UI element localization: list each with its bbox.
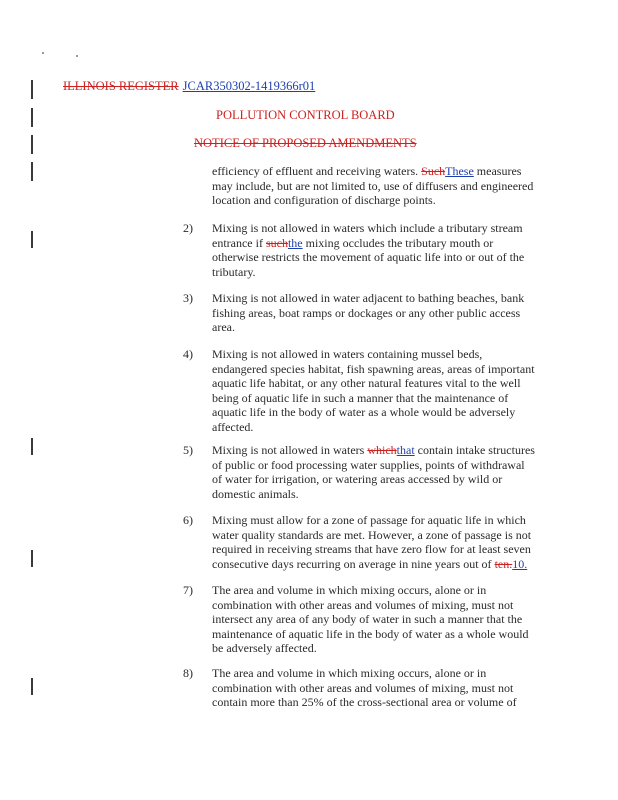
text-line: aquatic life habitat, or any other natural features vital to the well [212, 376, 521, 390]
item-paragraph [212, 443, 542, 501]
notice-title: NOTICE OF PROPOSED AMENDMENTS [194, 136, 417, 150]
item-paragraph [212, 583, 542, 656]
text-line: Mixing is not allowed in waters whichthat contain intake structures [212, 443, 535, 457]
register-inserted-text: JCAR350302-1419366r01 [182, 79, 316, 93]
scan-speck [76, 55, 78, 57]
text-line: intersect any area of any body of water in such a manner that the [212, 612, 523, 626]
text-line: of water for irrigation, or watering areas accessed by wild or [212, 472, 503, 486]
text-line: entrance if suchthe mixing occludes the tributary mouth or [212, 235, 494, 250]
text-line: The area and volume in which mixing occurs, alone or in [212, 666, 487, 680]
text-line: Mixing is not allowed in waters which include a tributary stream [212, 221, 523, 235]
text-line: combination with other areas and volumes of mixing, must not [212, 597, 514, 612]
text-line: area. [212, 320, 235, 334]
continuation-paragraph [212, 164, 542, 208]
item-paragraph [212, 347, 542, 434]
text-line: be adversely affected. [212, 641, 317, 655]
text-line: fishing areas, boat ramps or dockages or any other public access [212, 305, 521, 320]
item-paragraph [212, 291, 542, 335]
item-paragraph [212, 221, 542, 279]
board-title: POLLUTION CONTROL BOARD [216, 108, 395, 122]
deleted-text: such [265, 235, 288, 250]
item-number: 3) [183, 291, 193, 305]
text-line: location and configuration of discharge points. [212, 193, 436, 207]
change-bar [31, 678, 33, 695]
text-line: combination with other areas and volumes of mixing, must not [212, 680, 514, 695]
text-line: may include, but are not limited to, use of diffusers and engineered [212, 178, 534, 193]
text-line: required in receiving streams that have zero flow for at least seven [212, 542, 531, 556]
text-line: being of aquatic life in such a manner that the maintenance of [212, 390, 509, 405]
inserted-text: These [445, 164, 474, 178]
text-line: aquatic life in the body of water as a whole would be adversely [212, 405, 516, 419]
text-line: contain more than 25% of the cross-sectional area or volume of [212, 695, 517, 709]
text-line: Mixing must allow for a zone of passage for aquatic life in which [212, 513, 526, 527]
deleted-text: which [367, 443, 397, 457]
inserted-text: 10. [512, 556, 528, 571]
text-line: water quality standards are met. However, a zone of passage is not [212, 527, 532, 542]
item-number: 2) [183, 221, 193, 235]
change-bar [31, 231, 33, 248]
inserted-text: the [287, 235, 303, 250]
text-line: of public or food processing water supplies, points of withdrawal [212, 457, 525, 472]
item-paragraph [212, 666, 542, 710]
change-bar [31, 135, 33, 154]
text-line: affected. [212, 419, 254, 434]
text-line: tributary. [212, 264, 256, 279]
inserted-text: that [396, 443, 415, 457]
text-line: maintenance of aquatic life in the body of water as a whole would [212, 626, 529, 641]
text-line: endangered species habitat, fish spawning areas, areas of important [212, 361, 535, 376]
change-bar [31, 108, 33, 127]
text-line: consecutive days recurring on average in nine years out of ten.10. [212, 556, 528, 571]
scan-speck [42, 52, 44, 54]
text-line: Mixing is not allowed in waters containing mussel beds, [212, 347, 483, 361]
register-deleted-text: ILLINOIS REGISTER [63, 79, 179, 93]
item-number: 7) [183, 583, 193, 597]
item-number: 4) [183, 347, 193, 361]
change-bar [31, 438, 33, 455]
change-bar [31, 80, 33, 99]
change-bar [31, 162, 33, 181]
item-number: 6) [183, 513, 193, 527]
text-line: Mixing is not allowed in water adjacent to bathing beaches, bank [212, 291, 525, 305]
item-number: 8) [183, 666, 193, 680]
register-header [63, 79, 315, 94]
change-bar [31, 550, 33, 567]
text-line: otherwise restricts the movement of aquatic life into or out of the [212, 250, 525, 264]
text-line: The area and volume in which mixing occurs, alone or in [212, 583, 487, 597]
text-line: domestic animals. [212, 486, 299, 501]
text-line: efficiency of effluent and receiving waters. SuchThese measures [212, 164, 522, 178]
deleted-text: ten. [494, 556, 513, 571]
deleted-text: Such [421, 164, 446, 178]
item-paragraph [212, 513, 542, 571]
item-number: 5) [183, 443, 193, 457]
